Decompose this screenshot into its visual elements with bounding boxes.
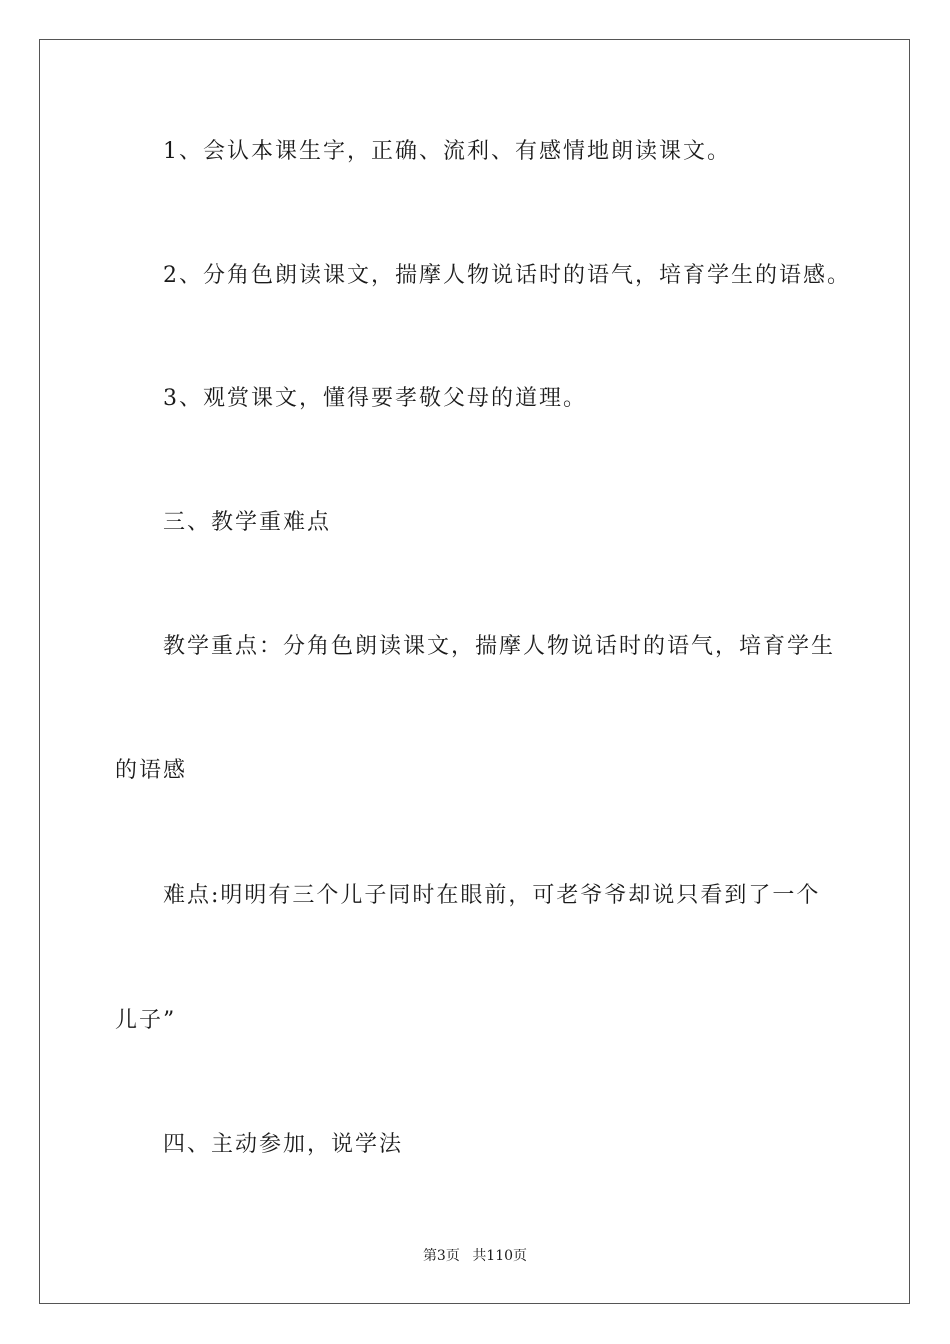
key-point-text-continued: 的语感 [115, 758, 188, 783]
page-footer [0, 1246, 950, 1266]
key-point-text: 教学重点：分角色朗读课文，揣摩人物说话时的语气，培育学生 [163, 634, 836, 659]
section-heading-key-points: 三、教学重难点 [163, 510, 332, 535]
difficulty-text: 难点:明明有三个儿子同时在眼前，可老爷爷却说只看到了一个 [163, 883, 821, 908]
objective-3: 3、观赏课文，懂得要孝敬父母的道理。 [163, 386, 587, 411]
page-border [39, 39, 910, 1304]
page-number: 第3页 [422, 1248, 460, 1264]
difficulty-text-continued: 儿子” [115, 1008, 177, 1033]
section-heading-study-method: 四、主动参加，说学法 [163, 1132, 404, 1157]
page-total: 共110页 [472, 1248, 528, 1264]
objective-2: 2、分角色朗读课文，揣摩人物说话时的语气，培育学生的语感。 [163, 263, 851, 288]
objective-1: 1、会认本课生字，正确、流利、有感情地朗读课文。 [163, 139, 731, 164]
